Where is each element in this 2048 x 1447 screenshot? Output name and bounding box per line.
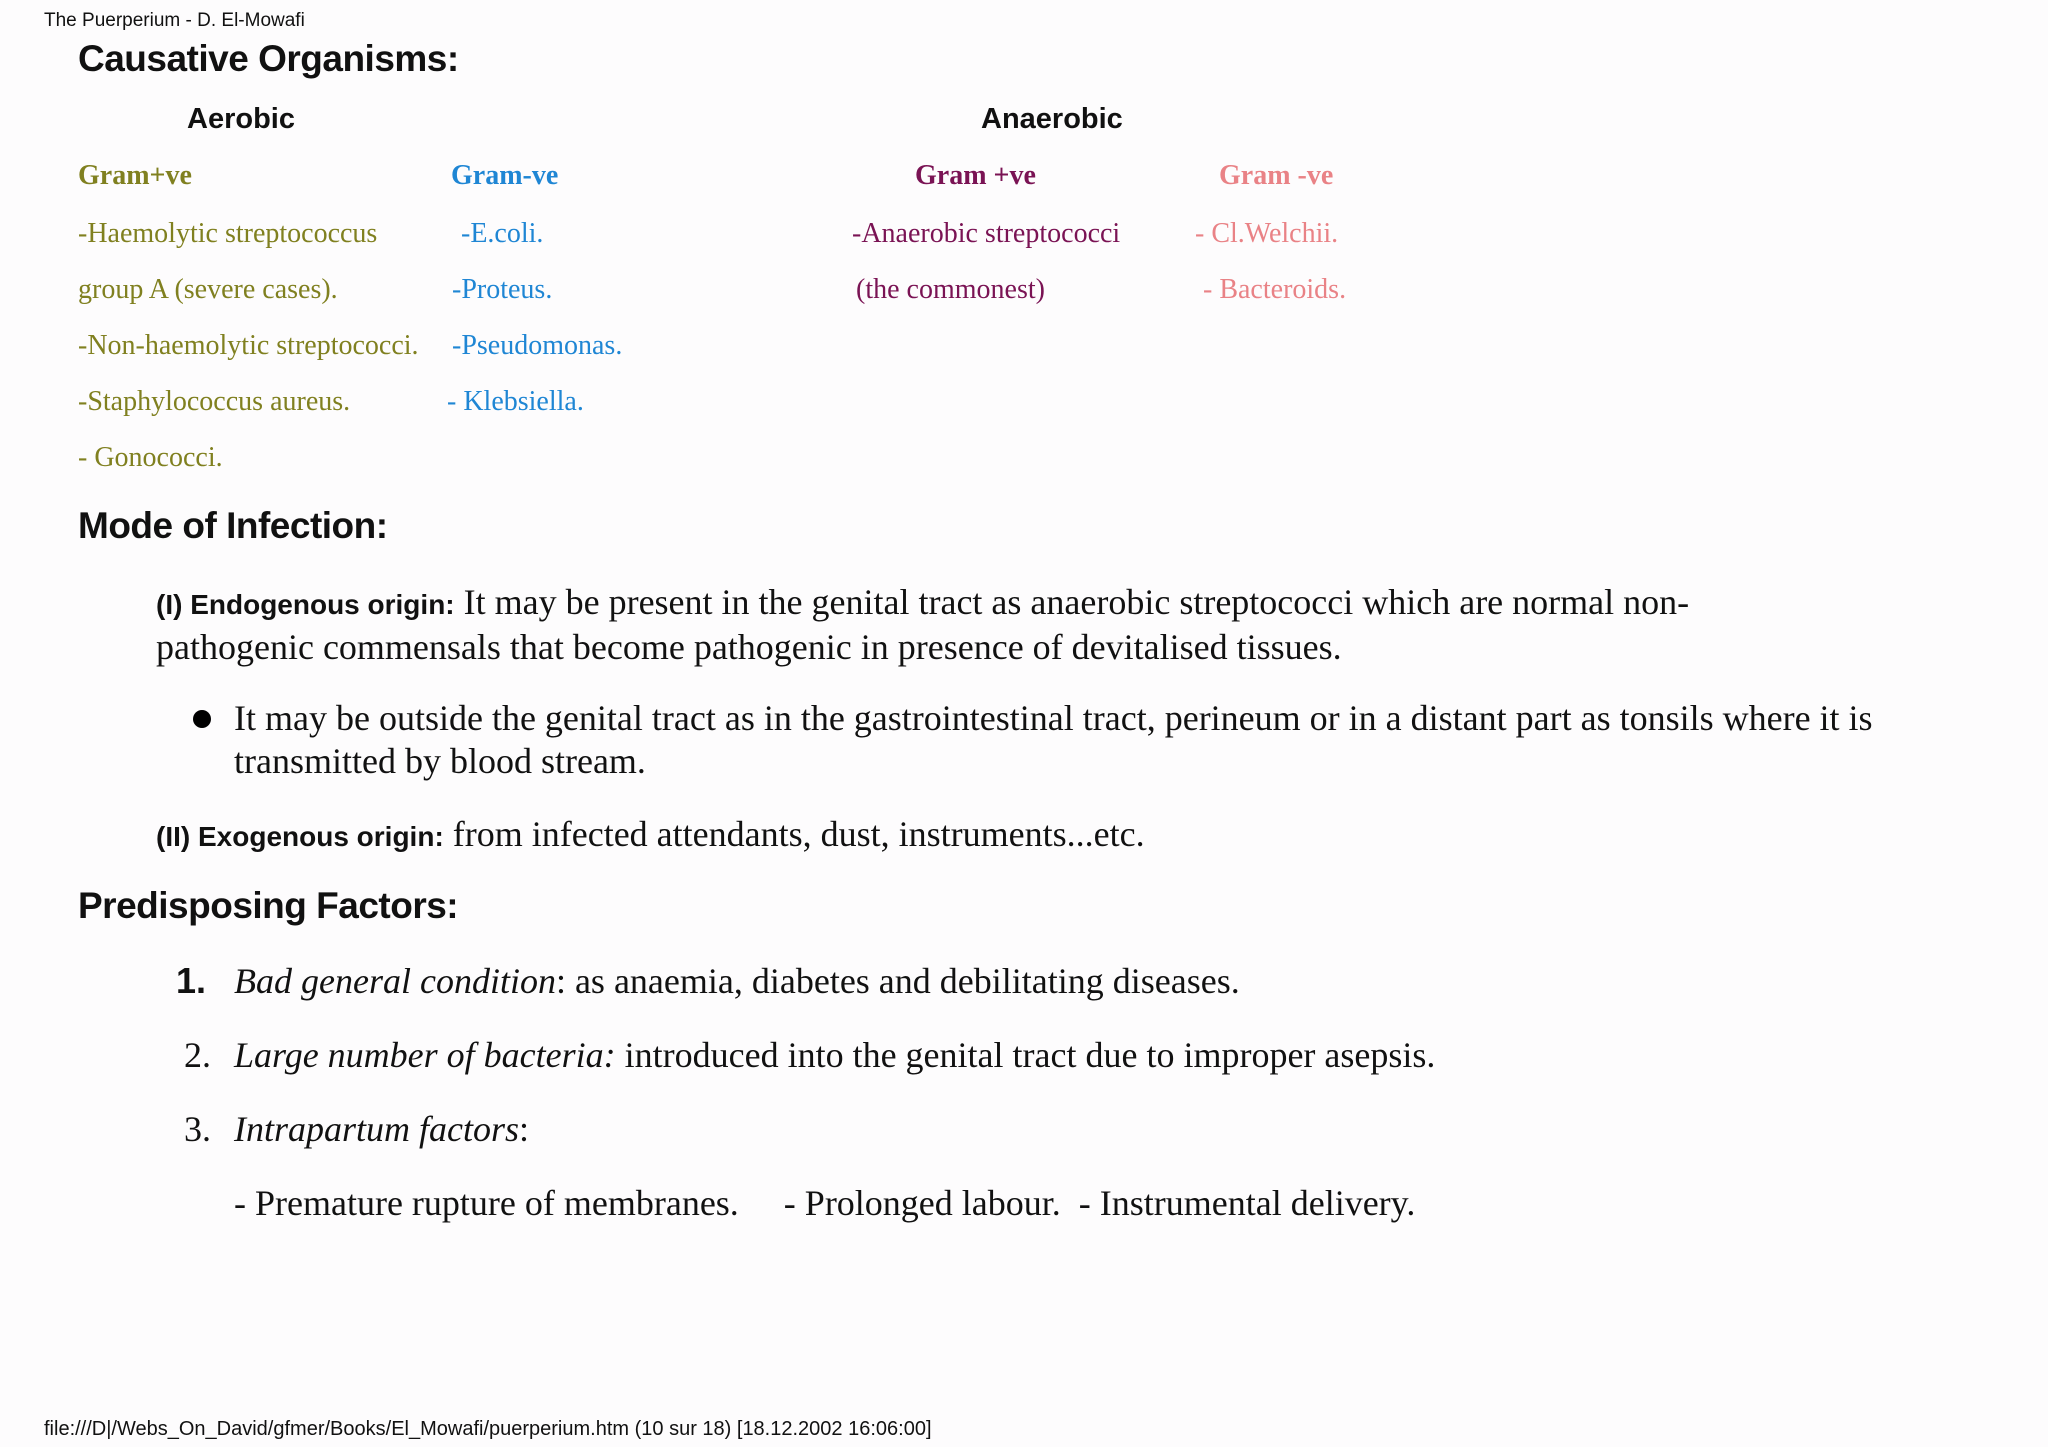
bullet-paragraph: It may be outside the genital tract as in the gastrointestinal tract, perineum or in a distant part as tonsils where it is transmitted by blood stream. bbox=[234, 698, 1873, 781]
organism-item: -Anaerobic streptococci bbox=[852, 218, 1121, 249]
organism-item: - Cl.Welchii. bbox=[1195, 218, 1339, 249]
list-item-title: Bad general condition bbox=[234, 961, 556, 1001]
list-item-text: : bbox=[519, 1109, 530, 1149]
list-item bbox=[234, 1108, 529, 1150]
list-number: 3. bbox=[184, 1109, 211, 1149]
list-item bbox=[234, 1034, 1435, 1076]
organism-item: (the commonest) bbox=[856, 274, 1045, 305]
organism-item: -Haemolytic streptococcus bbox=[78, 218, 378, 249]
list-number: 2. bbox=[184, 1035, 211, 1075]
endogenous-text: It may be present in the genital tract as anaerobic streptococci which are normal non-pathogenic commensals that become pathogenic in presence of devitalised tissues. bbox=[156, 582, 1690, 667]
list-item-title: Large number of bacteria: bbox=[234, 1035, 616, 1075]
page-header: The Puerperium - D. El-Mowafi bbox=[44, 10, 305, 31]
endogenous-paragraph bbox=[156, 581, 1786, 669]
bullet-icon bbox=[193, 710, 211, 728]
list-number: 1. bbox=[176, 960, 207, 1001]
endogenous-label: (I) Endogenous origin: bbox=[156, 589, 455, 620]
intrapartum-factors-line: - Premature rupture of membranes. - Prolonged labour. - Instrumental delivery. bbox=[234, 1183, 1416, 1223]
predisposing-factors-heading: Predisposing Factors: bbox=[78, 885, 459, 926]
causative-organisms-heading: Causative Organisms: bbox=[78, 38, 459, 79]
organism-item: -E.coli. bbox=[461, 218, 544, 249]
list-item-text: : as anaemia, diabetes and debilitating diseases. bbox=[555, 961, 1240, 1001]
exogenous-paragraph bbox=[156, 813, 1796, 858]
organism-item: -Non-haemolytic streptococci. bbox=[78, 330, 419, 361]
organism-item: - Klebsiella. bbox=[447, 386, 584, 417]
list-item bbox=[234, 960, 1240, 1002]
exogenous-text: from infected attendants, dust, instruments...etc. bbox=[443, 814, 1145, 854]
list-item-text: introduced into the genital tract due to improper asepsis. bbox=[615, 1035, 1436, 1075]
organism-item: -Pseudomonas. bbox=[452, 330, 623, 361]
page-footer: file:///D|/Webs_On_David/gfmer/Books/El_Mowafi/puerperium.htm (10 sur 18) [18.12.2002 16:06:00] bbox=[44, 1418, 932, 1440]
organism-item: -Staphylococcus aureus. bbox=[78, 386, 351, 417]
organism-item: group A (severe cases). bbox=[78, 274, 338, 305]
organism-item: - Bacteroids. bbox=[1203, 274, 1347, 305]
anaerobic-gram-neg-label: Gram -ve bbox=[1219, 160, 1334, 191]
aerobic-gram-neg-label: Gram-ve bbox=[451, 160, 559, 191]
mode-of-infection-heading: Mode of Infection: bbox=[78, 505, 388, 546]
list-item-title: Intrapartum factors bbox=[234, 1109, 520, 1149]
anaerobic-label: Anaerobic bbox=[981, 103, 1123, 135]
aerobic-label: Aerobic bbox=[187, 103, 295, 135]
aerobic-gram-pos-label: Gram+ve bbox=[78, 160, 192, 191]
exogenous-label: (II) Exogenous origin: bbox=[156, 821, 444, 852]
anaerobic-gram-pos-label: Gram +ve bbox=[915, 160, 1036, 191]
organism-item: -Proteus. bbox=[452, 274, 553, 305]
organism-item: - Gonococci. bbox=[78, 442, 223, 473]
